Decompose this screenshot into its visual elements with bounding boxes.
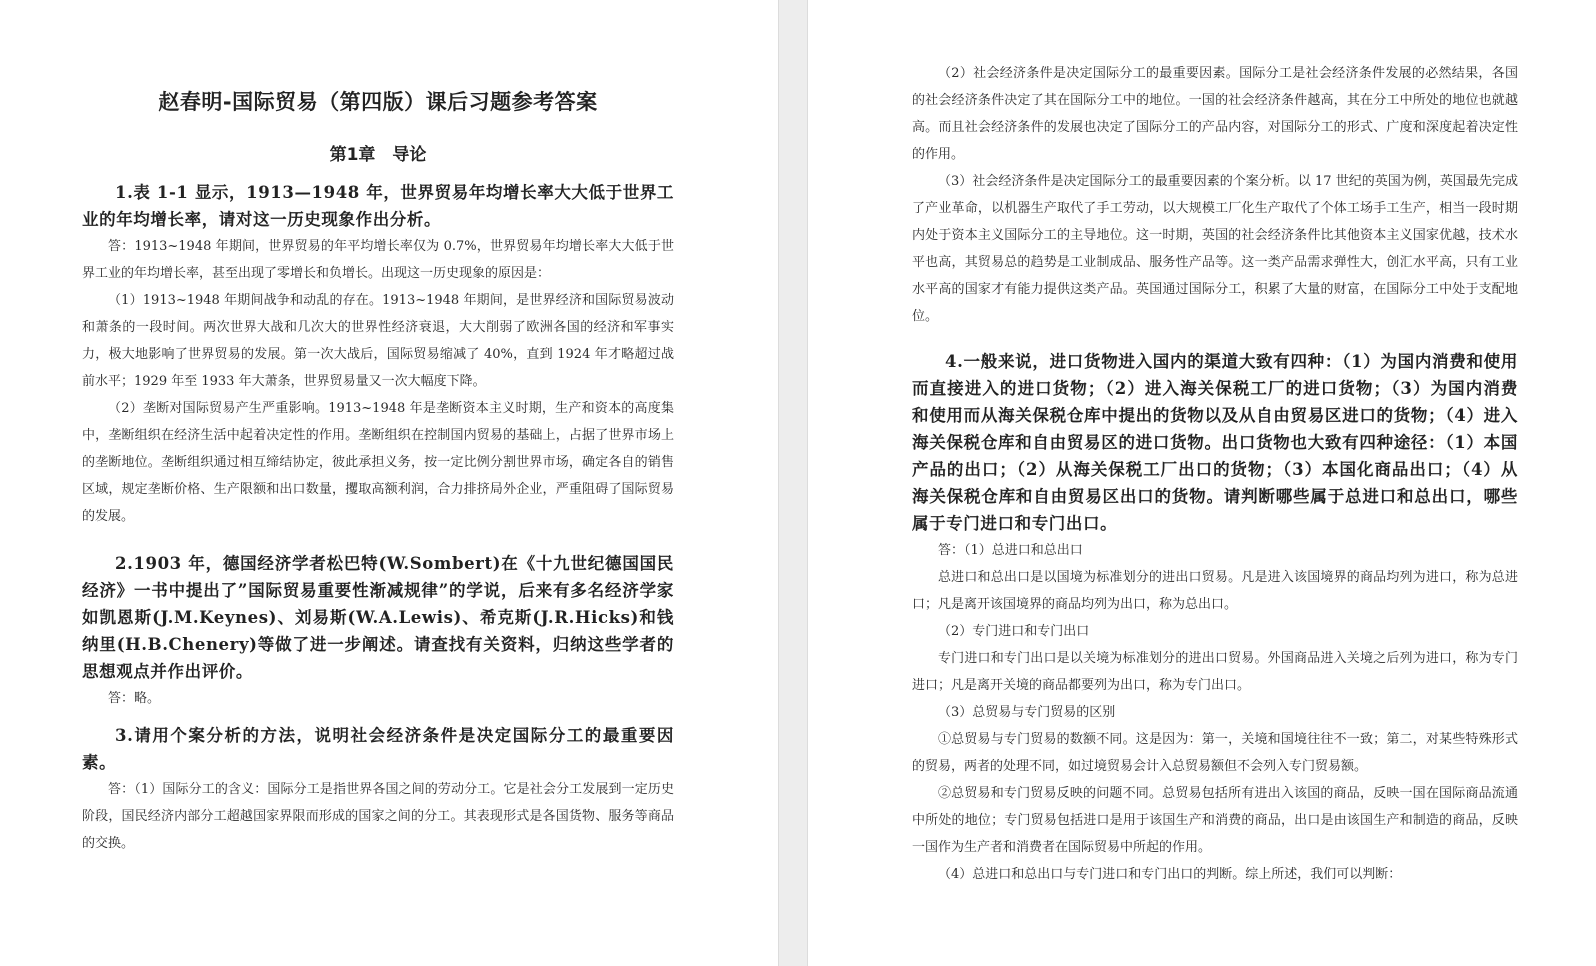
document-page-right [808, 0, 1596, 966]
answer-4-heading-4: （4）总进口和总出口与专门进口和专门出口的判断。综上所述，我们可以判断： [938, 867, 1402, 882]
answer-4-heading-2: （2）专门进口和专门出口 [938, 624, 1090, 639]
question-4: 4.一般来说，进口货物进入国内的渠道大致有四种：（1）为国内消费和使用而直接进入的进口货物；（2）进入海关保税工厂的进口货物；（3）为国内消费和使用而从海关保税仓库中提出的货物以及从自由贸易区进口的货物；（4）进入海关保税仓库和自由贸易区的进口货物。出口货物也大致有四种途径：（1）本国产品的出口；（2）从海关保税工厂出口的货物；（3）本国化商品出口；（4）从海关保税仓库和自由贸易区出口的货物。请判断哪些属于总进口和总出口，哪些属于专门进口和专门出口。 [912, 352, 1518, 533]
answer-4-body-3a: ①总贸易与专门贸易的数额不同。这是因为：第一，关境和国境往往不一致；第二，对某些特殊形式的贸易，两者的处理不同，如过境贸易会计入总贸易额但不会列入专门贸易额。 [912, 732, 1518, 774]
answer-2: 答：略。 [108, 691, 161, 706]
answer-1-point-2: （2）垄断对国际贸易产生严重影响。1913~1948 年是垄断资本主义时期，生产和资本的高度集中，垄断组织在经济生活中起着决定性的作用。垄断组织在控制国内贸易的基础上，占据了世界市场上的垄断地位。垄断组织通过相互缔结协定，彼此承担义务，按一定比例分割世界市场，确定各自的销售区域，规定垄断价格、生产限额和出口数量，攫取高额利润，合力排挤局外企业，严重阻碍了国际贸易的发展。 [82, 401, 674, 524]
spacer [82, 712, 674, 722]
answer-4-body-1: 总进口和总出口是以国境为标准划分的进出口贸易。凡是进入该国境界的商品均列为进口，称为总进口；凡是离开该国境界的商品均列为出口，称为总出口。 [912, 570, 1518, 612]
answer-3-point-3: （3）社会经济条件是决定国际分工的最重要因素的个案分析。以 17 世纪的英国为例，英国最先完成了产业革命，以机器生产取代了手工劳动，以大规模工厂化生产取代了个体工场手工生产，相当一段时期内处于资本主义国际分工的主导地位。这一时期，英国的社会经济条件比其他资本主义国家优越，技术水平也高，其贸易总的趋势是工业制成品、服务性产品等。这一类产品需求弹性大，创汇水平高，只有工业水平高的国家才有能力提供这类产品。英国通过国际分工，积累了大量的财富，在国际分工中处于支配地位。 [912, 174, 1518, 324]
answer-1-point-1: （1）1913~1948 年期间战争和动乱的存在。1913~1948 年期间，是世界经济和国际贸易波动和萧条的一段时间。两次世界大战和几次大的世界性经济衰退，大大削弱了欧洲各国的经济和军事实力，极大地影响了世界贸易的发展。第一次大战后，国际贸易缩减了 40%，直到 1924 年才略超过战前水平；1929 年至 1933 年大萧条，世界贸易量又一次大幅度下降。 [82, 293, 674, 389]
answer-3-point-1: 答：（1）国际分工的含义：国际分工是指世界各国之间的劳动分工。它是社会分工发展到一定历史阶段，国民经济内部分工超越国家界限而形成的国家之间的分工。其表现形式是各国货物、服务等商品的交换。 [82, 782, 674, 851]
answer-4-heading-3: （3）总贸易与专门贸易的区别 [938, 705, 1116, 720]
answer-4-body-2: 专门进口和专门出口是以关境为标准划分的进出口贸易。外国商品进入关境之后列为进口，称为专门进口；凡是离开关境的商品都要列为出口，称为专门出口。 [912, 651, 1518, 693]
answer-1-intro: 答：1913~1948 年期间，世界贸易的年平均增长率仅为 0.7%，世界贸易年均增长率大大低于世界工业的年均增长率，甚至出现了零增长和负增长。出现这一历史现象的原因是： [82, 239, 674, 281]
document-page-left [0, 0, 778, 966]
question-1: 1.表 1-1 显示，1913—1948 年，世界贸易年均增长率大大低于世界工业的年均增长率，请对这一历史现象作出分析。 [82, 183, 675, 229]
chapter-title: 第1章 导论 [329, 145, 427, 165]
page-gutter [778, 0, 808, 966]
answer-4-body-3b: ②总贸易和专门贸易反映的问题不同。总贸易包括所有进出入该国的商品，反映一国在国际商品流通中所处的地位；专门贸易包括进口是用于该国生产和消费的商品，出口是由该国生产和制造的商品，反映一国作为生产者和消费者在国际贸易中所起的作用。 [912, 786, 1518, 855]
document-title: 赵春明-国际贸易（第四版）课后习题参考答案 [158, 90, 598, 114]
question-3: 3.请用个案分析的方法，说明社会经济条件是决定国际分工的最重要因素。 [82, 726, 674, 772]
answer-3-point-2: （2）社会经济条件是决定国际分工的最重要因素。国际分工是社会经济条件发展的必然结果，各国的社会经济条件决定了其在国际分工中的地位。一国的社会经济条件越高，其在分工中所处的地位也就越高。而且社会经济条件的发展也决定了国际分工的产品内容，对国际分工的形式、广度和深度起着决定性的作用。 [912, 66, 1518, 162]
page-right-content [912, 60, 1518, 888]
page-left-content [82, 86, 674, 857]
question-2: 2.1903 年，德国经济学者松巴特(W.Sombert)在《十九世纪德国国民经济》一书中提出了”国际贸易重要性渐减规律”的学说，后来有多名经济学家如凯恩斯(J.M.Keynes)、刘易斯(W.A.Lewis)、希克斯(J.R.Hicks)和钱纳里(H.B.Chenery)等做了进一步阐述。请查找有关资料，归纳这些学者的思想观点并作出评价。 [82, 554, 674, 681]
spacer [82, 530, 674, 550]
answer-4-heading-1: 答：（1）总进口和总出口 [938, 543, 1083, 558]
